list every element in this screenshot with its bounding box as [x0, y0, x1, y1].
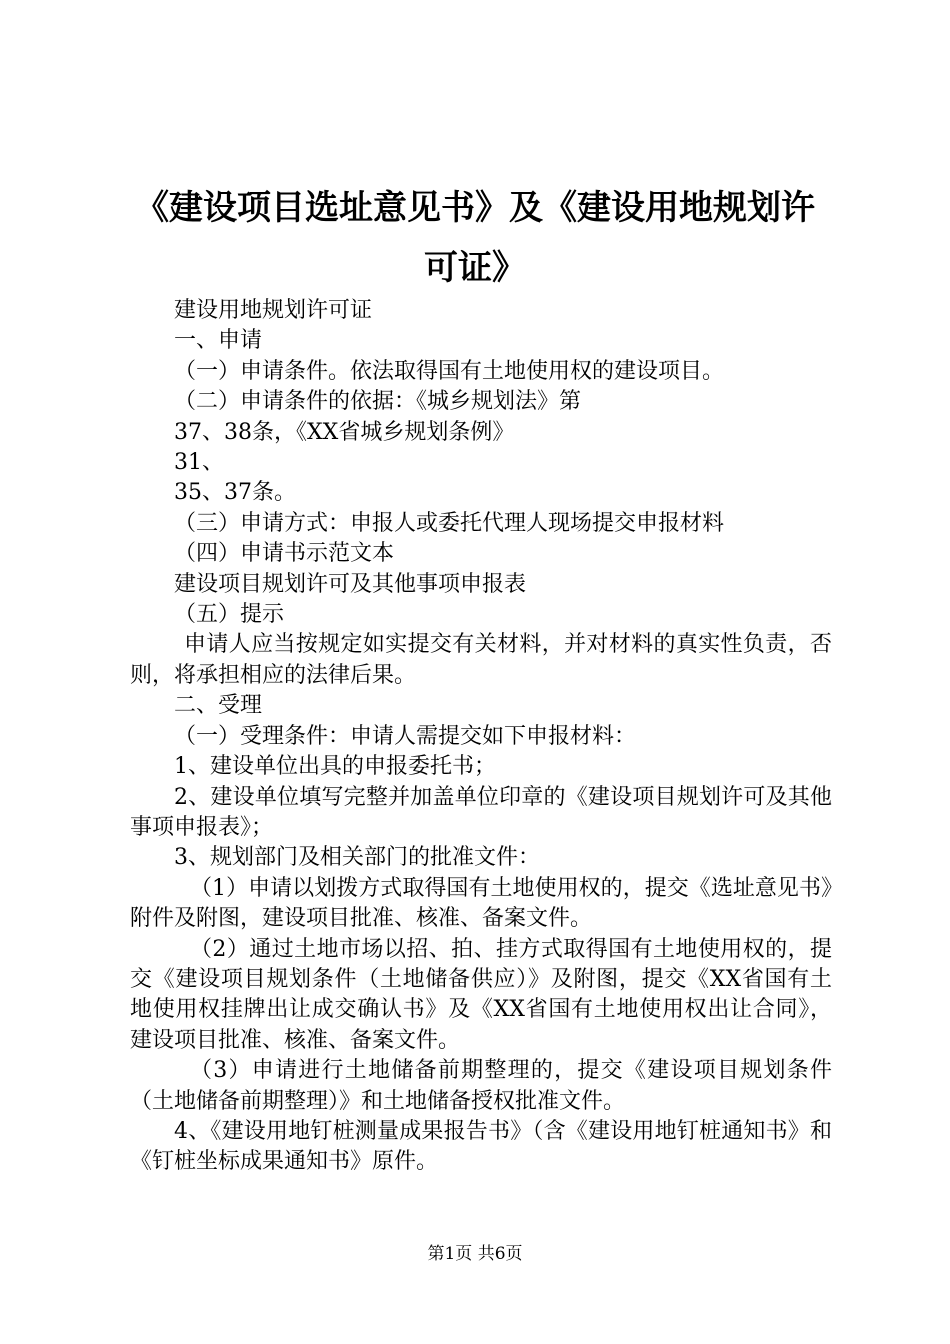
paragraph: （二）申请条件的依据：《城乡规划法》第 — [174, 389, 582, 415]
paragraph: 1、建设单位出具的申报委托书； — [174, 754, 496, 780]
paragraph: 35、37条。 — [174, 480, 296, 506]
paragraph: 37、38条，《XX省城乡规划条例》 — [174, 419, 515, 445]
document-title-line2: 可证》 — [424, 248, 526, 288]
document-title-line1: 《建设项目选址意见书》及《建设用地规划许 — [135, 188, 815, 228]
page-footer: 第1页 共6页 — [427, 1244, 523, 1264]
paragraph: 二、受理 — [174, 693, 263, 719]
paragraph: 4、《建设用地钉桩测量成果报告书》（含《建设用地钉桩通知书》和《钉桩坐标成果通知书》原件。 — [130, 1118, 832, 1175]
document-body — [130, 296, 832, 1178]
paragraph: 3、规划部门及相关部门的批准文件： — [174, 845, 540, 871]
paragraph: （五）提示 — [174, 602, 285, 628]
paragraph: （一）申请条件。依法取得国有土地使用权的建设项目。 — [174, 358, 725, 384]
paragraph: （四）申请书示范文本 — [174, 541, 395, 567]
paragraph: 31、 — [174, 450, 224, 476]
paragraph: （1）申请以划拨方式取得国有土地使用权的，提交《选址意见书》附件及附图，建设项目批准、核准、备案文件。 — [130, 875, 832, 932]
paragraph: （3）申请进行土地储备前期整理的，提交《建设项目规划条件（土地储备前期整理）》和土地储备授权批准文件。 — [130, 1058, 832, 1114]
paragraph: （一）受理条件：申请人需提交如下申报材料： — [174, 723, 637, 749]
paragraph: 2、建设单位填写完整并加盖单位印章的《建设项目规划许可及其他事项申报表》； — [130, 784, 832, 840]
paragraph: 申请人应当按规定如实提交有关材料，并对材料的真实性负责，否则，将承担相应的法律后果。 — [130, 632, 832, 688]
paragraph: 建设项目规划许可及其他事项申报表 — [174, 571, 527, 597]
paragraph: 一、申请 — [174, 328, 263, 354]
paragraph: 建设用地规划许可证 — [174, 298, 373, 323]
paragraph: （2）通过土地市场以招、拍、挂方式取得国有土地使用权的，提交《建设项目规划条件（土地储备供应）》及附图，提交《XX省国有土地使用权挂牌出让成交确认书》及《XX省国有土地使用权出让合同》，建设项目批准、核准、备案文件。 — [130, 936, 832, 1053]
paragraph: （三）申请方式：申报人或委托代理人现场提交申报材料 — [174, 510, 725, 536]
